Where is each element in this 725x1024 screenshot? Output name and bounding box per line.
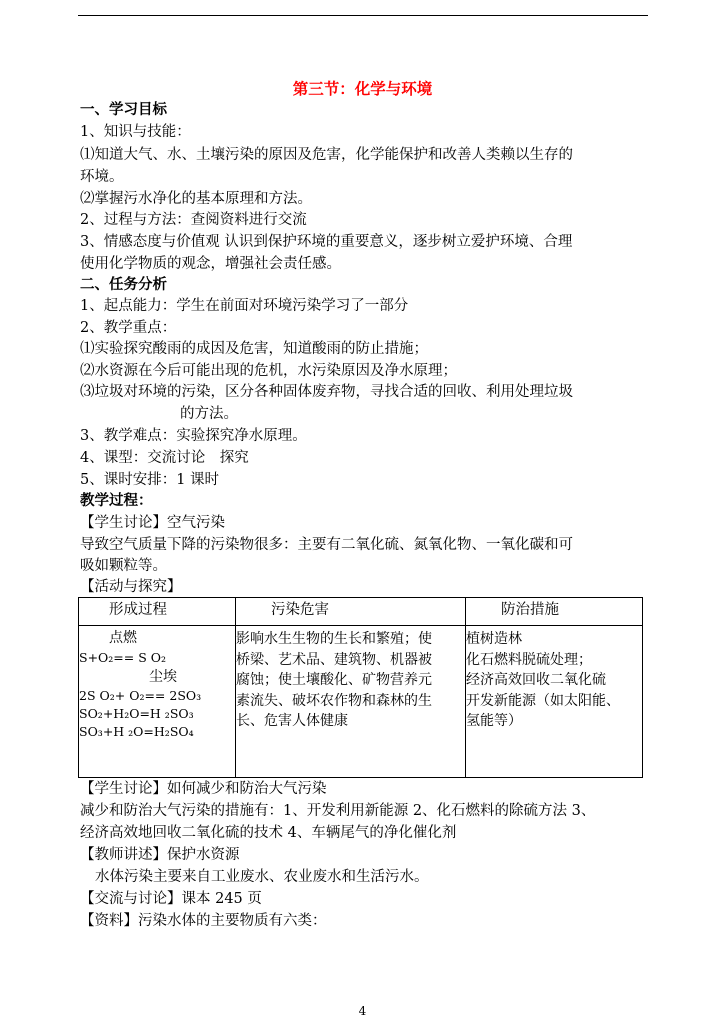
reaction-condition: 尘埃 [149, 668, 177, 685]
cell-line: 影响水生生物的生长和繁殖；使 [236, 631, 432, 647]
cell-line: 氢能等） [466, 713, 522, 729]
reaction-condition: 点燃 [109, 630, 137, 646]
text-line: 减少和防治大气污染的措施有：1、开发利用新能源 2、化石燃料的除硫方法 3、 [80, 803, 596, 819]
text-line: 4、课型：交流讨论 探究 [80, 450, 249, 466]
table-header-cell: 形成过程 [79, 598, 236, 626]
text-line: 【交流与讨论】课本 245 页 [80, 891, 262, 907]
text-line: ⑵水资源在今后可能出现的危机，水污染原因及净水原理； [80, 363, 457, 379]
chem-equation: SO₃+H ₂O=H₂SO₄ [79, 724, 194, 739]
cell-line: 腐蚀；使土壤酸化、矿物营养元 [236, 672, 432, 688]
section-heading-task-analysis: 二、任务分析 [80, 277, 167, 293]
table-row [79, 626, 643, 778]
text-line: 水体污染主要来自工业废水、农业废水和生活污水。 [95, 869, 429, 885]
cell-line: 经济高效回收二氧化硫 [466, 672, 606, 688]
text-line: ⑵掌握污水净化的基本原理和方法。 [80, 191, 312, 207]
prevention-cell [466, 626, 643, 778]
pollution-table [78, 597, 643, 778]
text-line: 经济高效地回收二氧化硫的技术 4、车辆尾气的净化催化剂 [80, 825, 457, 841]
cell-line: 植树造林 [466, 631, 522, 647]
cell-line: 桥梁、艺术品、建筑物、机器被 [236, 651, 432, 668]
cell-line: 素流失、破坏农作物和森林的生 [236, 692, 432, 709]
text-line: 2、过程与方法：查阅资料进行交流 [80, 212, 307, 228]
text-line: 的方法。 [180, 406, 238, 422]
text-line: 环境。 [80, 169, 124, 185]
cell-line: 长、危害人体健康 [236, 713, 348, 729]
text-line: 【学生讨论】空气污染 [80, 515, 225, 531]
table-header-cell: 污染危害 [236, 598, 466, 626]
text-line: 2、教学重点： [80, 320, 177, 336]
table-header-row [79, 598, 643, 626]
section-heading-objectives: 一、学习目标 [80, 102, 167, 118]
text-line: 【资料】污染水体的主要物质有六类： [80, 913, 327, 929]
text-line: 【教师讲述】保护水资源 [80, 847, 240, 863]
text-line: ⑴知道大气、水、土壤污染的原因及危害，化学能保护和改善人类赖以生存的 [80, 147, 573, 163]
page-number: 4 [358, 1004, 367, 1018]
chem-equation: 2S O₂+ O₂== 2SO₃ [79, 688, 202, 703]
text-line: 吸如颗粒等。 [80, 558, 167, 574]
text-line: 【学生讨论】如何减少和防治大气污染 [80, 781, 327, 797]
text-line: 【活动与探究】 [80, 579, 182, 595]
formation-cell [79, 626, 236, 778]
text-line: 使用化学物质的观念，增强社会责任感。 [80, 256, 341, 272]
text-line: 3、情感态度与价值观 认识到保护环境的重要意义，逐步树立爱护环境、合理 [80, 234, 573, 250]
text-line: ⑶垃圾对环境的污染，区分各种固体废弃物，寻找合适的回收、利用处理垃圾 [80, 384, 573, 400]
table-header-cell: 防治措施 [466, 598, 643, 626]
hazard-cell [236, 626, 466, 778]
text-line: 5、课时安排：1 课时 [80, 472, 220, 488]
header-rule [78, 15, 648, 16]
text-line: ⑴实验探究酸雨的成因及危害，知道酸雨的防止措施； [80, 341, 428, 357]
chem-equation: S+O₂== S O₂ [79, 649, 167, 665]
cell-line: 开发新能源（如太阳能、 [466, 692, 620, 709]
text-line: 导致空气质量下降的污染物很多：主要有二氧化硫、氮氧化物、一氧化碳和可 [80, 537, 573, 553]
section-heading-process: 教学过程： [80, 493, 153, 509]
page-title: 第三节：化学与环境 [292, 80, 433, 98]
text-line: 3、教学难点：实验探究净水原理。 [80, 428, 307, 444]
text-line: 1、起点能力：学生在前面对环境污染学习了一部分 [80, 298, 409, 314]
chem-equation: SO₂+H₂O=H ₂SO₃ [79, 706, 194, 721]
text-line: 1、知识与技能： [80, 124, 191, 140]
cell-line: 化石燃料脱硫处理； [466, 651, 592, 668]
